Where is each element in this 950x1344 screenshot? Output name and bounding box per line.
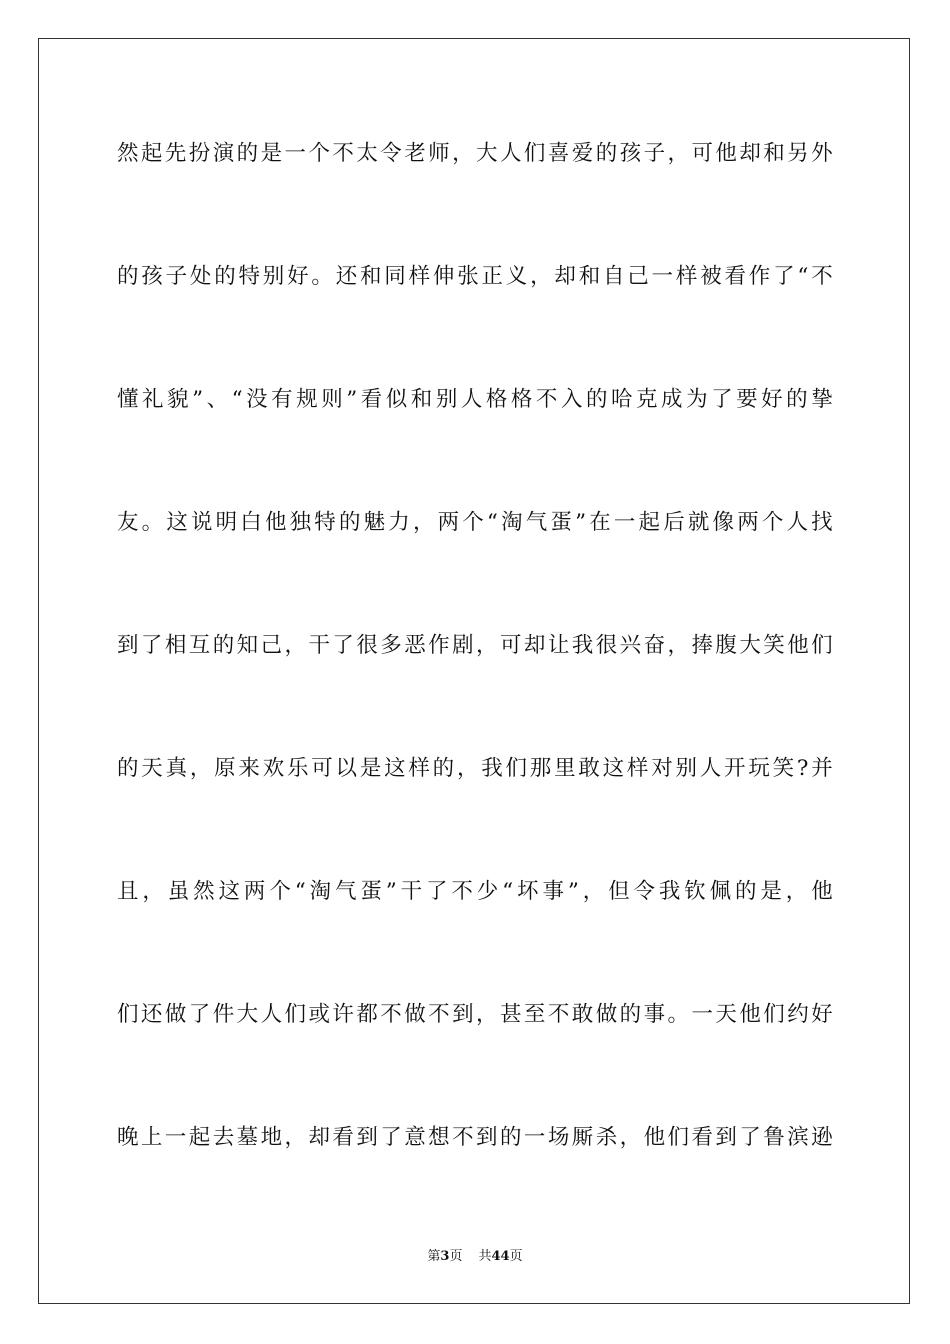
body-line-5: 到了相互的知己，干了很多恶作剧，可却让我很兴奋，捧腹大笑他们 — [117, 633, 833, 658]
total-prefix: 共 — [478, 1249, 492, 1264]
body-line-9: 晚上一起去墓地，却看到了意想不到的一场厮杀，他们看到了鲁滨逊 — [117, 1125, 833, 1150]
body-line-8: 们还做了件大人们或许都不做不到，甚至不敢做的事。一天他们约好 — [117, 1002, 833, 1027]
page-number: 3 — [440, 1249, 450, 1264]
body-line-6: 的天真，原来欢乐可以是这样的，我们那里敢这样对别人开玩笑?并 — [117, 756, 833, 781]
page-border — [38, 38, 910, 1304]
body-line-2: 的孩子处的特别好。还和同样伸张正义，却和自己一样被看作了“不 — [117, 264, 833, 289]
page-suffix: 页 — [449, 1249, 463, 1264]
body-line-7: 且，虽然这两个“淘气蛋”干了不少“坏事”，但令我钦佩的是，他 — [117, 879, 833, 904]
body-line-1: 然起先扮演的是一个不太令老师，大人们喜爱的孩子，可他却和另外 — [117, 141, 833, 166]
total-pages: 44 — [491, 1249, 510, 1264]
body-line-4: 友。这说明白他独特的魅力，两个“淘气蛋”在一起后就像两个人找 — [117, 510, 833, 535]
page-prefix: 第 — [427, 1249, 441, 1264]
total-suffix: 页 — [509, 1249, 523, 1264]
page-footer — [0, 1248, 950, 1266]
body-line-3: 懂礼貌”、“没有规则”看似和别人格格不入的哈克成为了要好的挚 — [117, 387, 833, 412]
